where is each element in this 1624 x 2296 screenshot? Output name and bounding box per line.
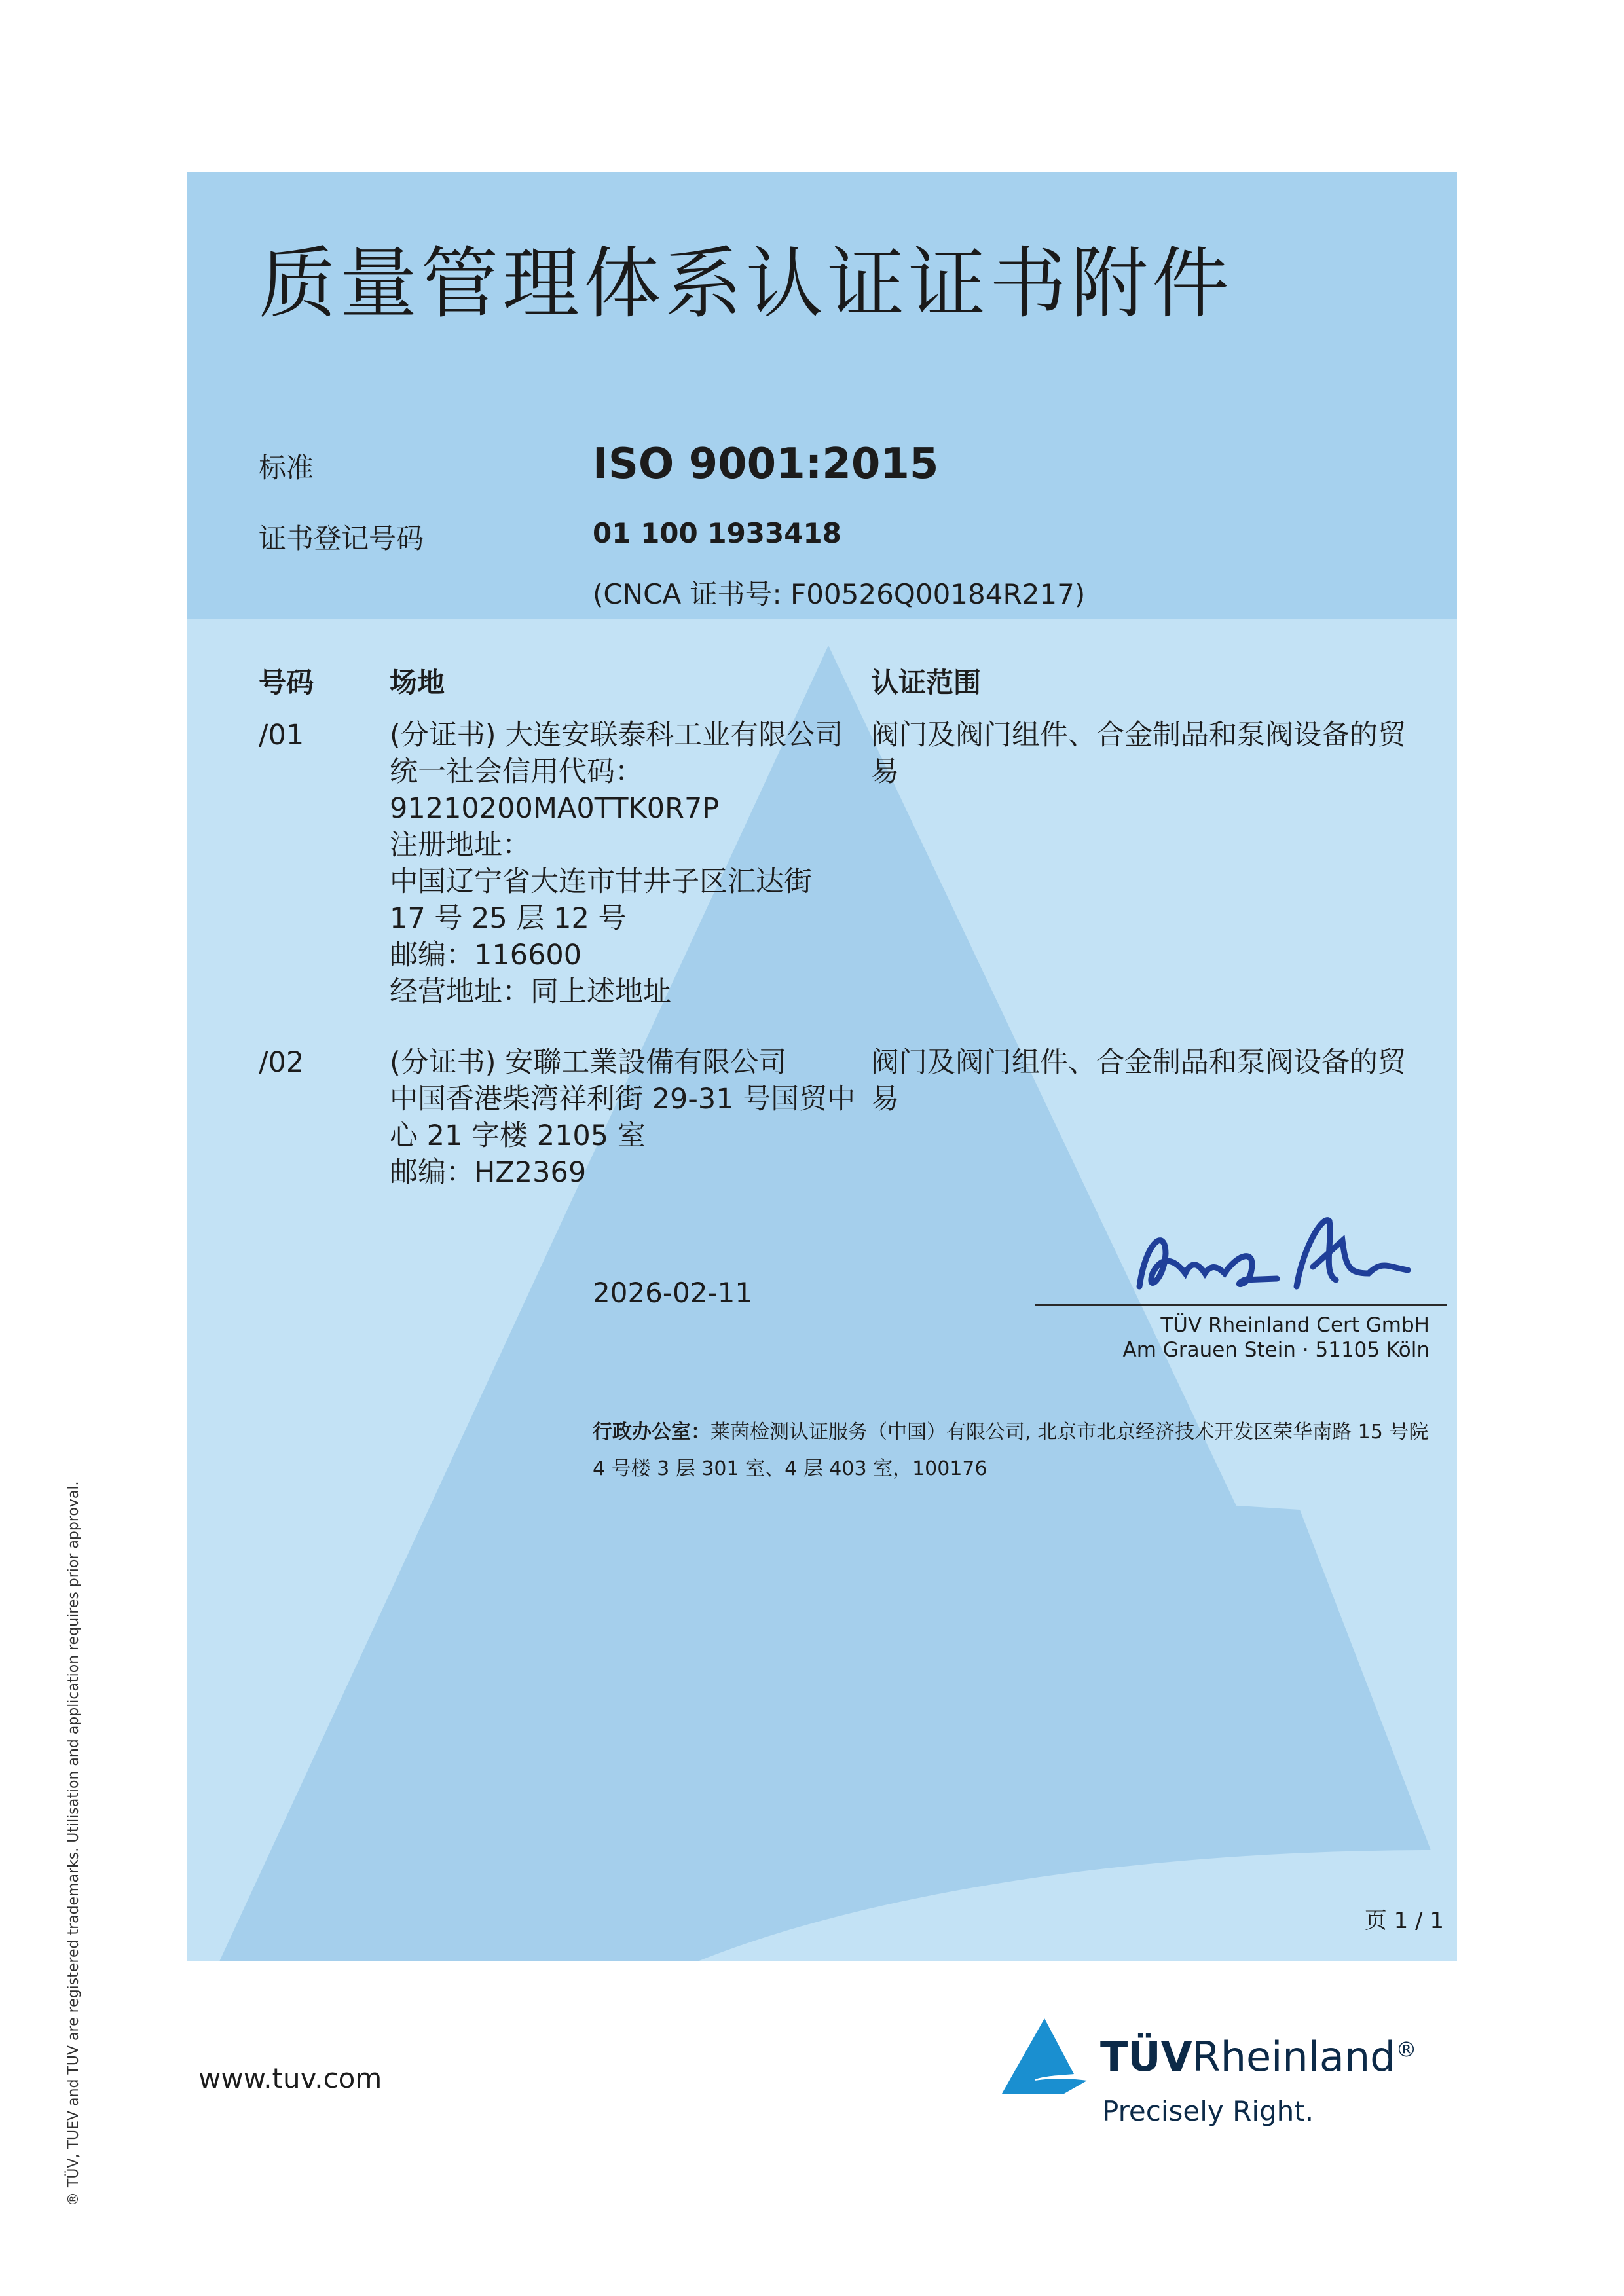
issuer-address: Am Grauen Stein · 51105 Köln (1122, 1338, 1430, 1362)
row-1-scope (871, 717, 1406, 790)
tuv-logo-wordmark (1100, 2033, 1417, 2081)
certificate-number-label: 证书登记号码 (259, 522, 424, 555)
signature-line (1035, 1304, 1447, 1306)
site-line: 邮编：116600 (390, 939, 582, 972)
logo-bold: TÜV (1100, 2033, 1192, 2081)
office-address (593, 1414, 1441, 1487)
site-line: 17 号 25 层 12 号 (390, 902, 627, 935)
site-line: 统一社会信用代码： (390, 756, 643, 788)
column-header-site: 场地 (390, 666, 445, 699)
site-line: 邮编：HZ2369 (390, 1156, 587, 1189)
document-title: 质量管理体系认证证书附件 (259, 238, 1234, 329)
site-line: 中国香港柴湾祥利街 29-31 号国贸中 (390, 1083, 856, 1116)
standard-value: ISO 9001:2015 (593, 440, 939, 488)
cnca-number: (CNCA 证书号: F00526Q00184R217) (593, 578, 1086, 610)
column-header-scope: 认证范围 (871, 666, 982, 699)
column-header-no: 号码 (259, 666, 314, 699)
office-label: 行政办公室： (593, 1421, 710, 1444)
scope-line: 易 (871, 1083, 899, 1116)
site-line: 心 21 字楼 2105 室 (390, 1120, 646, 1152)
scope-line: 阀门及阀门组件、合金制品和泵阀设备的贸 (871, 1046, 1406, 1079)
footer-url[interactable]: www.tuv.com (198, 2062, 382, 2094)
site-line: (分证书) 安聯工業設備有限公司 (390, 1046, 787, 1079)
office-text: 莱茵检测认证服务（中国）有限公司, 北京市北京经济技术开发区荣华南路 15 号院 4 号楼 3 层 301 室、4 层 403 室，100176 (593, 1421, 1429, 1480)
page-number: 页 1 / 1 (1364, 1908, 1444, 1934)
issue-date: 2026-02-11 (593, 1277, 753, 1309)
tuv-logo-icon (999, 2015, 1090, 2097)
row-2-scope (871, 1044, 1406, 1118)
registered-mark: ® (1395, 2037, 1417, 2062)
standard-label: 标准 (259, 452, 314, 484)
signature (1126, 1201, 1414, 1313)
slogan: Precisely Right. (1102, 2095, 1314, 2127)
certificate-number: 01 100 1933418 (593, 517, 841, 549)
scope-line: 易 (871, 756, 899, 788)
site-line: (分证书) 大连安联泰科工业有限公司 (390, 719, 843, 752)
issuer-block (1123, 1313, 1430, 1362)
site-line: 91210200MA0TTK0R7P (390, 792, 720, 825)
site-line: 中国辽宁省大连市甘井子区汇达街 (390, 866, 812, 898)
site-line: 经营地址：同上述地址 (390, 975, 671, 1008)
scope-line: 阀门及阀门组件、合金制品和泵阀设备的贸 (871, 719, 1406, 752)
row-1-number: /01 (259, 719, 304, 752)
logo-rest: Rheinland (1192, 2033, 1396, 2081)
site-line: 注册地址： (390, 829, 530, 862)
row-2-site (390, 1044, 855, 1191)
legal-notice: ® TÜV, TUEV and TUV are registered trademarks. Utilisation and application requires prior approval. (65, 1481, 82, 2206)
row-2-number: /02 (259, 1046, 304, 1079)
issuer-name: TÜV Rheinland Cert GmbH (1160, 1313, 1430, 1337)
row-1-site (390, 717, 843, 1010)
